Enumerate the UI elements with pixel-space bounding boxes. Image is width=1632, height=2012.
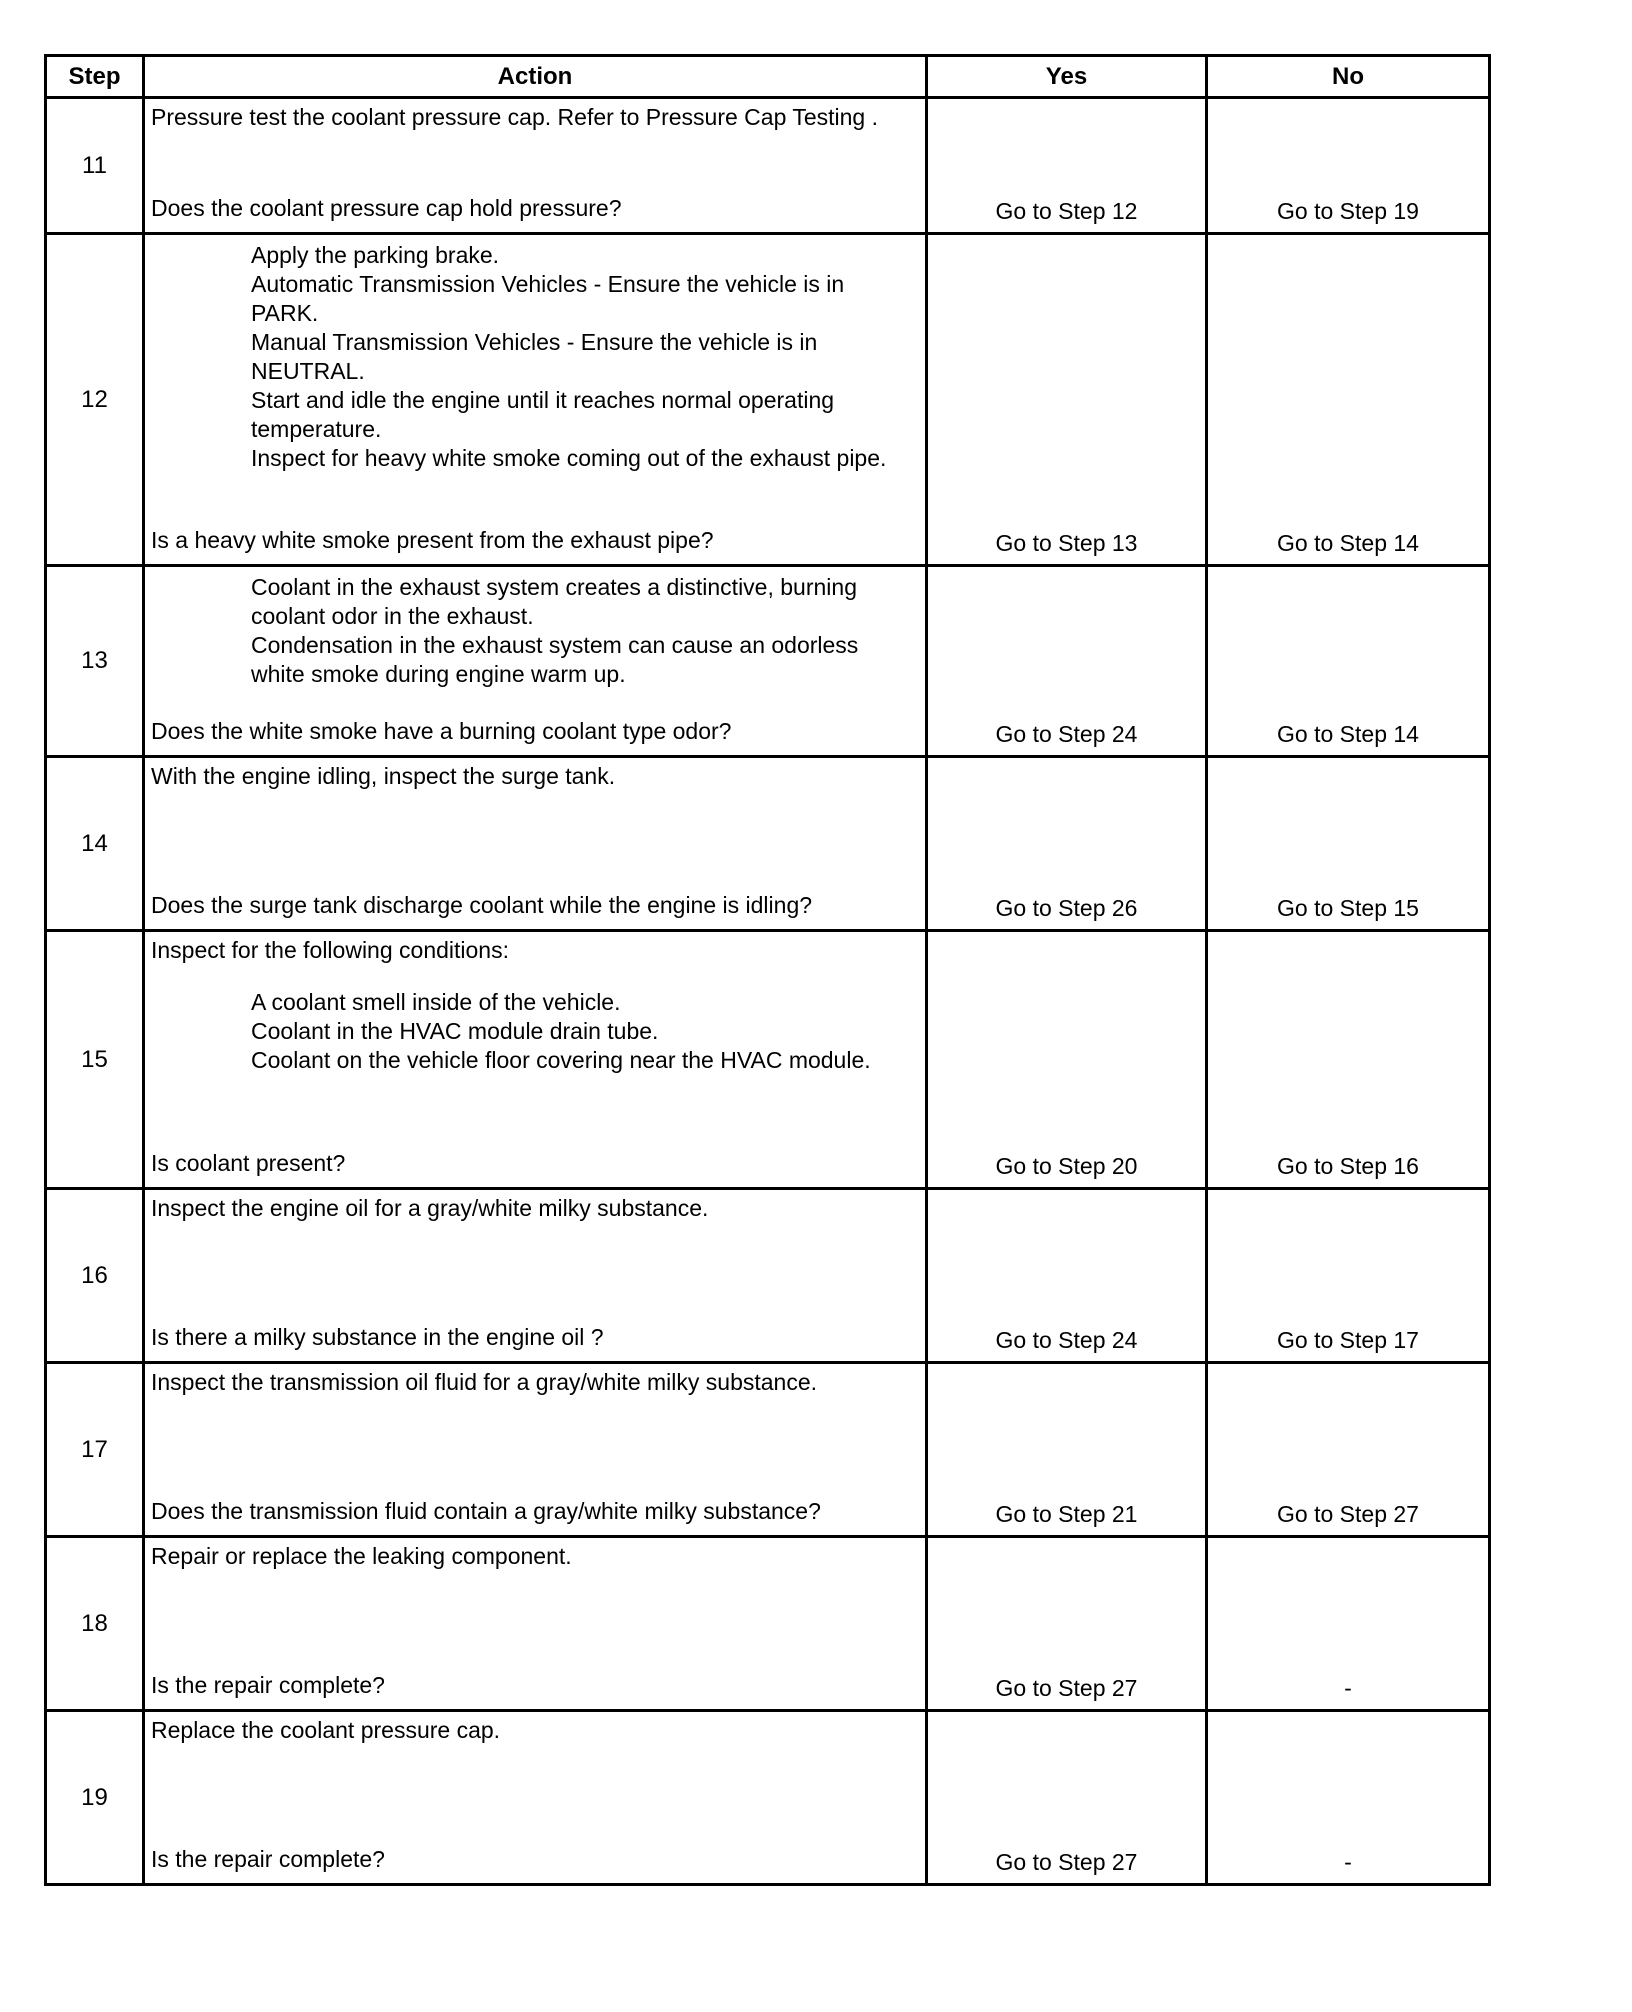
step-number: 13: [46, 566, 144, 757]
action-bullet-list: [151, 239, 917, 473]
yes-result: Go to Step 24: [927, 1189, 1207, 1363]
action-instruction: Inspect the engine oil for a gray/white milky substance.: [151, 1195, 709, 1221]
no-result: Go to Step 14: [1207, 566, 1490, 757]
action-instruction: Inspect for the following conditions:: [151, 937, 509, 963]
action-bullet: Automatic Transmission Vehicles - Ensure the vehicle is in PARK.: [251, 271, 845, 326]
action-cell: [144, 1711, 927, 1885]
yes-result: Go to Step 13: [927, 234, 1207, 566]
action-cell: [144, 234, 927, 566]
step-number: 19: [46, 1711, 144, 1885]
action-question: Is a heavy white smoke present from the exhaust pipe?: [151, 527, 714, 553]
table-row: [46, 757, 1490, 931]
no-result: Go to Step 14: [1207, 234, 1490, 566]
header-action: Action: [144, 56, 927, 98]
action-bullet: A coolant smell inside of the vehicle.: [251, 989, 621, 1015]
table-row: [46, 931, 1490, 1189]
yes-result: Go to Step 21: [927, 1363, 1207, 1537]
no-result: -: [1207, 1711, 1490, 1885]
action-instruction: Pressure test the coolant pressure cap. Refer to Pressure Cap Testing .: [151, 104, 878, 130]
yes-result: Go to Step 20: [927, 931, 1207, 1189]
table-row: [46, 98, 1490, 234]
no-result: Go to Step 16: [1207, 931, 1490, 1189]
yes-result: Go to Step 27: [927, 1711, 1207, 1885]
table-row: [46, 1537, 1490, 1711]
action-cell: [144, 1537, 927, 1711]
header-yes: Yes: [927, 56, 1207, 98]
action-question: Is there a milky substance in the engine oil ?: [151, 1324, 604, 1350]
action-instruction: With the engine idling, inspect the surge tank.: [151, 763, 616, 789]
diagnostic-table: [44, 54, 1491, 1886]
table-row: [46, 566, 1490, 757]
action-instruction: Repair or replace the leaking component.: [151, 1543, 572, 1569]
action-bullet: Coolant on the vehicle floor covering near the HVAC module.: [251, 1047, 871, 1073]
table-body: [46, 98, 1490, 1885]
table-row: [46, 234, 1490, 566]
action-cell: [144, 757, 927, 931]
no-result: Go to Step 19: [1207, 98, 1490, 234]
action-bullet: Apply the parking brake.: [251, 242, 500, 268]
header-no: No: [1207, 56, 1490, 98]
action-bullet-list: [151, 965, 917, 1075]
no-result: Go to Step 17: [1207, 1189, 1490, 1363]
action-cell: [144, 1363, 927, 1537]
action-bullet: Start and idle the engine until it reaches normal operating temperature.: [251, 387, 835, 442]
no-result: -: [1207, 1537, 1490, 1711]
step-number: 14: [46, 757, 144, 931]
no-result: Go to Step 15: [1207, 757, 1490, 931]
step-number: 18: [46, 1537, 144, 1711]
action-question: Does the transmission fluid contain a gray/white milky substance?: [151, 1498, 821, 1524]
yes-result: Go to Step 27: [927, 1537, 1207, 1711]
yes-result: Go to Step 24: [927, 566, 1207, 757]
table-row: [46, 1711, 1490, 1885]
header-row: [46, 56, 1490, 98]
action-question: Is coolant present?: [151, 1150, 346, 1176]
step-number: 16: [46, 1189, 144, 1363]
action-question: Is the repair complete?: [151, 1846, 385, 1872]
action-cell: [144, 1189, 927, 1363]
table-row: [46, 1189, 1490, 1363]
action-cell: [144, 566, 927, 757]
step-number: 12: [46, 234, 144, 566]
action-bullet: Coolant in the exhaust system creates a distinctive, burning coolant odor in the exhaust.: [251, 574, 857, 629]
header-step: Step: [46, 56, 144, 98]
yes-result: Go to Step 12: [927, 98, 1207, 234]
action-question: Does the coolant pressure cap hold pressure?: [151, 195, 622, 221]
action-question: Does the white smoke have a burning coolant type odor?: [151, 718, 732, 744]
action-instruction: Replace the coolant pressure cap.: [151, 1717, 501, 1743]
action-bullet: Inspect for heavy white smoke coming out of the exhaust pipe.: [251, 445, 887, 471]
action-bullet: Manual Transmission Vehicles - Ensure the vehicle is in NEUTRAL.: [251, 329, 818, 384]
step-number: 17: [46, 1363, 144, 1537]
action-instruction: Inspect the transmission oil fluid for a gray/white milky substance.: [151, 1369, 818, 1395]
step-number: 11: [46, 98, 144, 234]
action-bullet: Condensation in the exhaust system can cause an odorless white smoke during engine warm up.: [251, 632, 859, 687]
table-row: [46, 1363, 1490, 1537]
action-cell: [144, 98, 927, 234]
yes-result: Go to Step 26: [927, 757, 1207, 931]
action-bullet-list: [151, 571, 917, 689]
action-bullet: Coolant in the HVAC module drain tube.: [251, 1018, 659, 1044]
action-cell: [144, 931, 927, 1189]
action-question: Is the repair complete?: [151, 1672, 385, 1698]
step-number: 15: [46, 931, 144, 1189]
action-question: Does the surge tank discharge coolant while the engine is idling?: [151, 892, 813, 918]
no-result: Go to Step 27: [1207, 1363, 1490, 1537]
